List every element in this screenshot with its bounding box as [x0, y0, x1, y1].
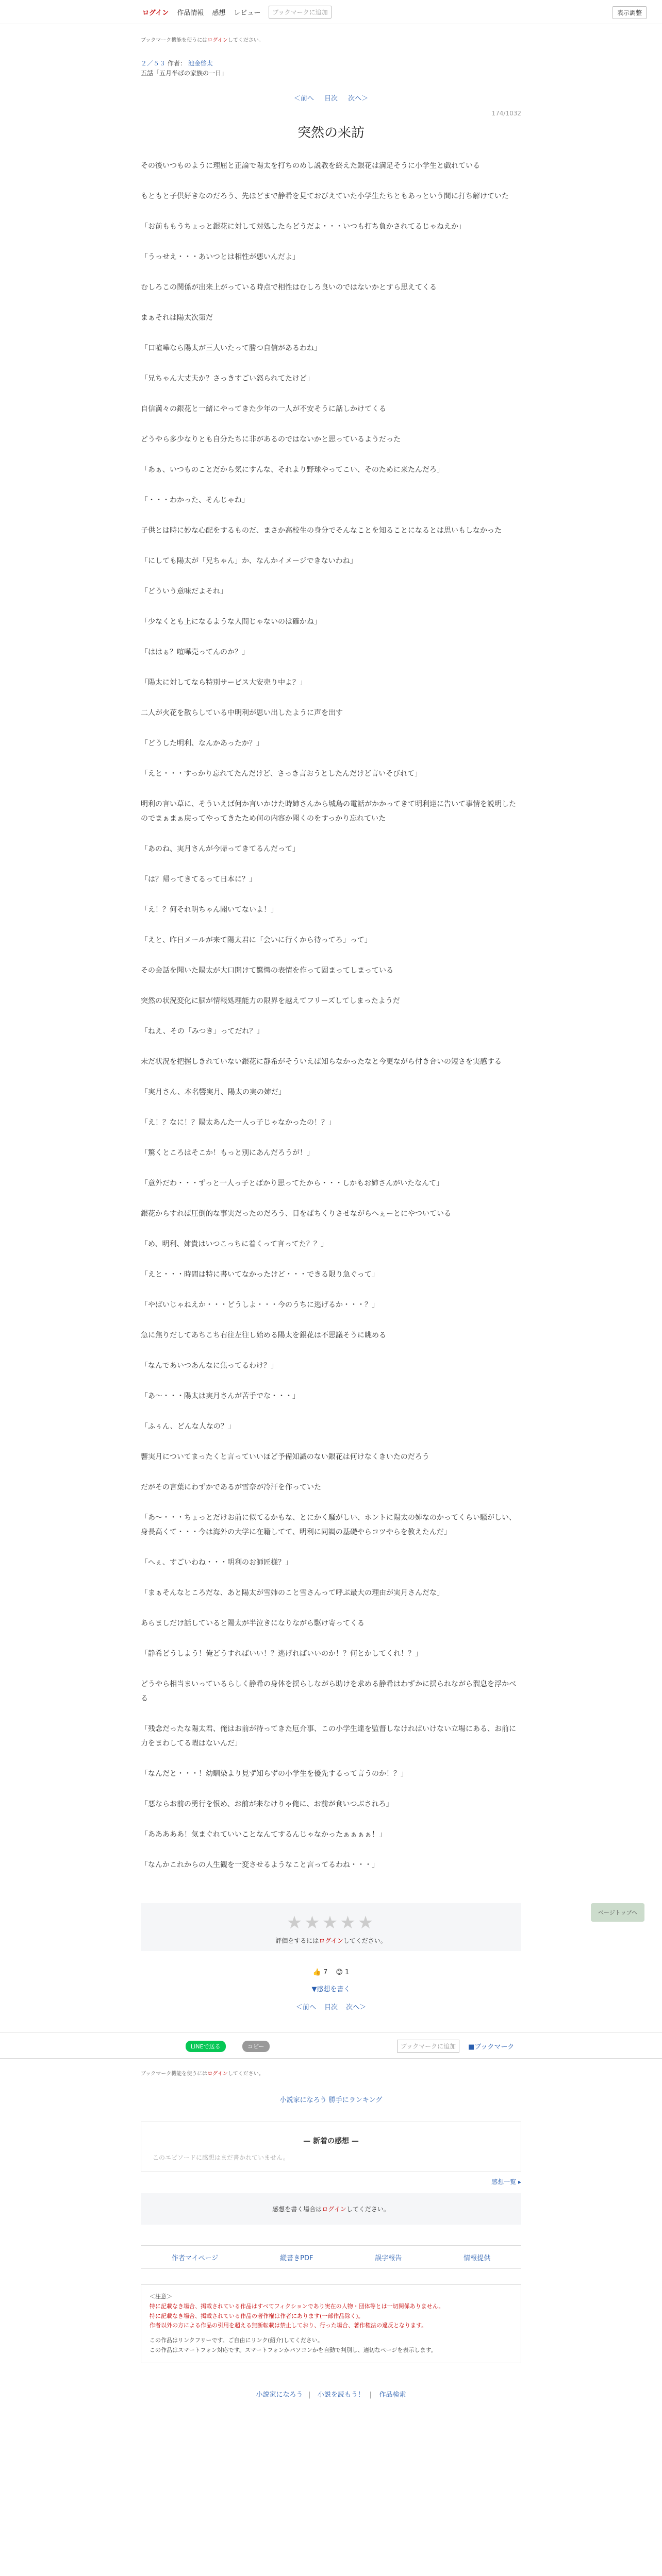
series-info [141, 59, 521, 78]
main-content [141, 36, 521, 2011]
novel-paragraph: 自信満々の銀花と一緒にやってきた少年の一人が不安そうに話しかけてくる [141, 405, 386, 414]
typo-report-link[interactable]: 誤字報告 [375, 2254, 402, 2262]
novel-paragraph: まぁそれは陽太次第だ [141, 314, 213, 323]
novel-paragraph: 「・・・わかった、そんじゃね」 [141, 496, 249, 505]
footer-narou-link[interactable]: 小説家になろう [256, 2391, 303, 2399]
newest-impressions-heading: — 新着の感想 — [303, 2137, 359, 2146]
novel-paragraph: その会話を聞いた陽太が大口開けて驚愕の表情を作って固まってしまっている [141, 967, 393, 975]
caution-box [141, 2284, 521, 2363]
novel-paragraph: 銀花からすれば圧倒的な事実だったのだろう、目をぱちくりさせながらへぇーとにやついている [141, 1210, 451, 1218]
novel-paragraph: 急に焦りだしてあちこち右往左往し始める陽太を銀花は不思議そうに眺める [141, 1331, 386, 1340]
bookmark-notice2-tail: してください。 [227, 2071, 264, 2077]
novel-paragraph: 「にしても陽太が「兄ちゃん」か、なんかイメージできないわね」 [141, 557, 357, 566]
novel-paragraph: 「驚くところはそこか！もっと別にあんだろうが！」 [141, 1149, 314, 1158]
nav-impressions[interactable]: 感想 [212, 9, 226, 17]
bookmark-add-button-bottom[interactable]: ブックマークに追加 [397, 2040, 459, 2053]
prev-link-bottom[interactable]: ＜前へ [295, 2004, 316, 2012]
caution-note-1: この作品はリンクフリーです。ご自由にリンク(紹介)してください。 [150, 2337, 323, 2344]
novel-paragraph: 「うっせえ・・・あいつとは相性が悪いんだよ」 [141, 253, 300, 262]
novel-paragraph: だがその言葉にわずかであるが雪奈が冷汗を作っていた [141, 1483, 321, 1492]
novel-paragraph: 「実月さん、本名響実月、陽太の実の姉だ」 [141, 1088, 286, 1097]
chapter-title: 五話「五月半ばの家族の一日」 [141, 70, 228, 77]
caution-note-2: この作品はスマートフォン対応です。スマートフォンかパソコンかを自動で判別し、適切なページを表示します。 [150, 2346, 437, 2353]
novel-paragraph: 「あのね、実月さんが今帰ってきてるんだって」 [141, 845, 300, 854]
caution-line-3: 作者以外の方による作品の引用を超える無断転載は禁止しており、行った場合、著作権法の違反となります。 [150, 2322, 427, 2329]
novel-paragraph: 「意外だわ・・・ずっと一人っ子とばかり思ってたから・・・しかもお姉さんがいたなんて」 [141, 1179, 444, 1188]
footer-tool-links [141, 2245, 521, 2269]
novel-paragraph: 「は？帰ってきてるって日本に？」 [141, 875, 256, 884]
bookmark-notice-text: ブックマーク機能を使うには [141, 38, 208, 43]
info-provide-link[interactable]: 情報提供 [464, 2254, 491, 2262]
novel-paragraph: 「陽太に対してなら特別サービス大安売り中よ？」 [141, 679, 307, 687]
rating-login-link[interactable]: ログイン [319, 1937, 343, 1945]
novel-paragraph: 「ははぁ？喧嘩売ってんのか？」 [141, 648, 249, 657]
top-navigation-bar [0, 0, 662, 24]
rating-box [141, 1903, 521, 1951]
novel-paragraph: 「お前ももうちょっと銀花に対して対処したらどうだよ・・・いつも打ち負かされてるじゃねえか」 [141, 223, 466, 231]
novel-paragraph: 「へぇ、すごいわね・・・明利のお師匠様？」 [141, 1558, 292, 1567]
novel-paragraph: 「少なくとも上になるような人間じゃないのは確かね」 [141, 618, 321, 626]
vertical-pdf-link[interactable]: 縦書きPDF [280, 2254, 313, 2262]
display-setting-button[interactable]: 表示調整 [613, 6, 647, 19]
bookmark-notice-bottom [141, 2069, 521, 2077]
novel-paragraph: どうやら相当まいっているらしく静希の身体を揺らしながら助けを求める静希はわずかに揺られながら溜息を浮かべる [141, 1680, 516, 1703]
pager-top [141, 93, 521, 103]
pager-bottom [141, 2002, 521, 2011]
novel-paragraph: 「え！？何それ明ちゃん聞いてないよ！」 [141, 906, 278, 914]
prev-link[interactable]: ＜前へ [293, 95, 314, 103]
bookmark-login-link-bottom[interactable]: ログイン [207, 2071, 228, 2077]
impression-login-text: 感想を書く場合は [272, 2206, 322, 2213]
index-link[interactable]: 目次 [324, 95, 338, 103]
novel-paragraph: 「あぁ、いつものことだから気にすんな、それより野球やってこい、そのために来たんだろ」 [141, 466, 444, 474]
novel-paragraph: 「あ～・・・ちょっとだけお前に似てるかもな、とにかく騒がしい、ホントに陽太の姉なのかってくらい騒がしい、身長高くて・・・今は海外の大学に在籍してて、明利に同調の基礎やらコツやらを教えたんだ」 [141, 1514, 516, 1537]
novel-paragraph: 二人が火花を散らしている中明利が思い出したように声を出す [141, 709, 343, 718]
caution-line-1: 特に記載なき場合、掲載されている作品はすべてフィクションであり実在の人物・団体等とは一切関係ありません。 [150, 2303, 444, 2310]
novel-paragraph: 「口喧嘩なら陽太が三人いたって勝つ自信があるわね」 [141, 344, 321, 353]
caution-line-2: 特に記載なき場合、掲載されている作品の著作権は作者にあります(一部作品除く)。 [150, 2312, 364, 2319]
bookmark-add-button[interactable]: ブックマークに追加 [269, 6, 331, 19]
novel-body [141, 159, 521, 1872]
write-impression-link[interactable]: ▼感想を書く [311, 1986, 351, 1994]
footer-yomou-link[interactable]: 小説を読もう！ [317, 2391, 365, 2399]
bookmark-link[interactable]: ■ブックマーク [468, 2043, 515, 2052]
novel-paragraph: 子供とは時に妙な心配をするものだ、まさか高校生の身分でそんなことを知ることになるとは思いもしなかった [141, 527, 502, 535]
author-link[interactable]: 池金啓太 [188, 60, 213, 67]
novel-paragraph: 「め、明利、姉貴はいつこっちに着くって言ってた？？」 [141, 1240, 328, 1249]
line-share-button[interactable]: LINEで送る [186, 2041, 226, 2052]
bookmark-notice2-text: ブックマーク機能を使うには [141, 2071, 208, 2077]
rating-note-text: 評価をするには [275, 1937, 319, 1945]
login-link[interactable]: ログイン [142, 9, 169, 17]
novel-paragraph: 「あ～・・・陽太は実月さんが苦手でな・・・」 [141, 1392, 300, 1401]
impression-list-link[interactable]: 感想一覧 ▸ [491, 2178, 521, 2186]
lower-content [141, 2069, 521, 2398]
novel-paragraph: 「どうした明利、なんかあったか？」 [141, 739, 263, 748]
impression-login-tail: してください。 [346, 2206, 390, 2213]
novel-paragraph: 「やばいじゃねえか・・・どうしよ・・・今のうちに逃げるか・・・？」 [141, 1301, 379, 1310]
share-bar [0, 2032, 662, 2059]
site-footer: 小説家になろう | 小説を読もう！ | 作品検索 [256, 2391, 406, 2399]
episode-counter: 174/1032 [491, 110, 521, 117]
novel-paragraph: 明利の言い草に、そういえば何か言いかけた時姉さんから城島の電話がかかってきて明利達に告いて事情を説明したのでまぁまぁ戻ってやってきたため何の内容か聞くのをすっかり忘れていた [141, 800, 516, 823]
novel-paragraph: 「ねえ、その「みつき」ってだれ？」 [141, 1027, 264, 1036]
newest-impressions-empty: このエピソードに感想はまだ書かれていません。 [153, 2154, 289, 2162]
novel-paragraph: どうやら多少なりとも自分たちに非があるのではないかと思っているようだった [141, 435, 401, 444]
ranking-link[interactable]: 小説家になろう 勝手にランキング [279, 2096, 383, 2105]
novel-paragraph: 「静希どうしよう！俺どうすればいい！？逃げればいいのか！？何とかしてくれ！？」 [141, 1650, 422, 1658]
copy-button[interactable]: コピー [242, 2041, 270, 2052]
novel-paragraph: 「あああああ！気まぐれていいことなんてするんじゃなかったぁぁぁぁ！」 [141, 1831, 386, 1839]
novel-paragraph: あらましだけ話していると陽太が半泣きになりながら駆け寄ってくる [141, 1619, 365, 1628]
novel-paragraph: 「残念だったな陽太君、俺はお前が待ってきた厄介事、この小学生達を監督しなければいけない立場にある、お前に力をまわしてる暇はないんだ」 [141, 1725, 516, 1748]
episode-position: ２／５３ [141, 60, 166, 67]
reactions [141, 1969, 521, 1976]
rating-stars[interactable]: ★★★★★ [286, 1912, 376, 1934]
rating-note-tail: してください。 [343, 1937, 387, 1945]
next-link[interactable]: 次へ＞ [348, 95, 369, 103]
novel-paragraph: 「なんだと・・・！幼馴染より見ず知らずの小学生を優先するって言うのか！？」 [141, 1770, 408, 1778]
bookmark-notice [141, 36, 521, 43]
nav-reviews[interactable]: レビュー [234, 9, 261, 17]
novel-paragraph: 「え！？なに！？陽太あんた一人っ子じゃなかったの！？」 [141, 1118, 336, 1127]
novel-paragraph: 「なんかこれからの人生観を一変させるようなこと言ってるわね・・・」 [141, 1861, 379, 1870]
novel-paragraph: 「まぁそんなところだな、あと陽太が雪姉のこと雪さんって呼ぶ最大の理由が実月さんだな」 [141, 1589, 444, 1598]
author-label: 作者： [167, 60, 186, 67]
caution-heading: ＜注意＞ [150, 2293, 172, 2300]
novel-paragraph: 「なんであいつあんなに焦ってるわけ？」 [141, 1362, 278, 1370]
novel-paragraph: むしろこの関係が出来上がっている時点で相性はむしろ良いのではないかとすら思えてくる [141, 283, 437, 292]
bookmark-notice-tail: してください。 [227, 38, 264, 43]
novel-paragraph: 「えと・・・時間は特に書いてなかったけど・・・できる限り急ぐって」 [141, 1270, 379, 1279]
novel-paragraph: 「えと、昨日メールが来て陽太君に「会いに行くから待ってろ」って」 [141, 936, 372, 945]
impression-login-box [141, 2193, 521, 2225]
novel-paragraph: 「ふぅん、どんな人なの？」 [141, 1422, 235, 1431]
reaction-smile[interactable]: 😊 1 [336, 1969, 350, 1977]
top-nav [142, 0, 332, 24]
novel-paragraph: 「えと・・・すっかり忘れてたんだけど、さっき言おうとしたんだけど言いそびれて」 [141, 770, 422, 778]
novel-paragraph: 「どういう意味だよそれ」 [141, 587, 227, 596]
index-link-bottom[interactable]: 目次 [324, 2004, 338, 2012]
author-mypage-link[interactable]: 作者マイページ [171, 2254, 219, 2262]
newest-impressions-box [141, 2122, 521, 2172]
page-top-button[interactable]: ページトップへ [591, 1903, 644, 1922]
episode-title: 突然の来訪 [297, 125, 365, 141]
novel-paragraph: 響実月についてまったくと言っていいほど予備知識のない銀花は何けなくきいたのだろう [141, 1453, 429, 1462]
footer-search-link[interactable]: 作品検索 [379, 2391, 406, 2399]
reaction-thumbs-up[interactable]: 👍 7 [312, 1969, 328, 1977]
novel-paragraph: 未だ状況を把握しきれていない銀花に静希がそういえば知らなかったなと今更ながら付き合いの短さを実感する [141, 1058, 502, 1066]
series-position-line [141, 59, 521, 69]
rating-note [141, 1936, 521, 1945]
nav-work-info[interactable]: 作品情報 [177, 9, 204, 17]
novel-paragraph: その後いつものように理屈と正論で陽太を打ちのめし説教を終えた銀花は満足そうに小学生と戯れている [141, 162, 480, 171]
novel-paragraph: 「兄ちゃん大丈夫か？さっきすごい怒られてたけど」 [141, 375, 314, 383]
novel-paragraph: 突然の状況変化に脳が情報処理能力の限界を越えてフリーズしてしまったようだ [141, 997, 400, 1006]
novel-paragraph: もともと子供好きなのだろう、先ほどまで静希を見ておびえていた小学生たちともあっという間に打ち解けていた [141, 192, 509, 201]
bookmark-login-link[interactable]: ログイン [207, 38, 228, 43]
impression-login-link[interactable]: ログイン [322, 2206, 346, 2213]
novel-paragraph: 「悪ならお前の勇行を恨め、お前が来なけりゃ俺に、お前が食いつぶされろ」 [141, 1800, 393, 1809]
next-link-bottom[interactable]: 次へ＞ [346, 2004, 367, 2012]
